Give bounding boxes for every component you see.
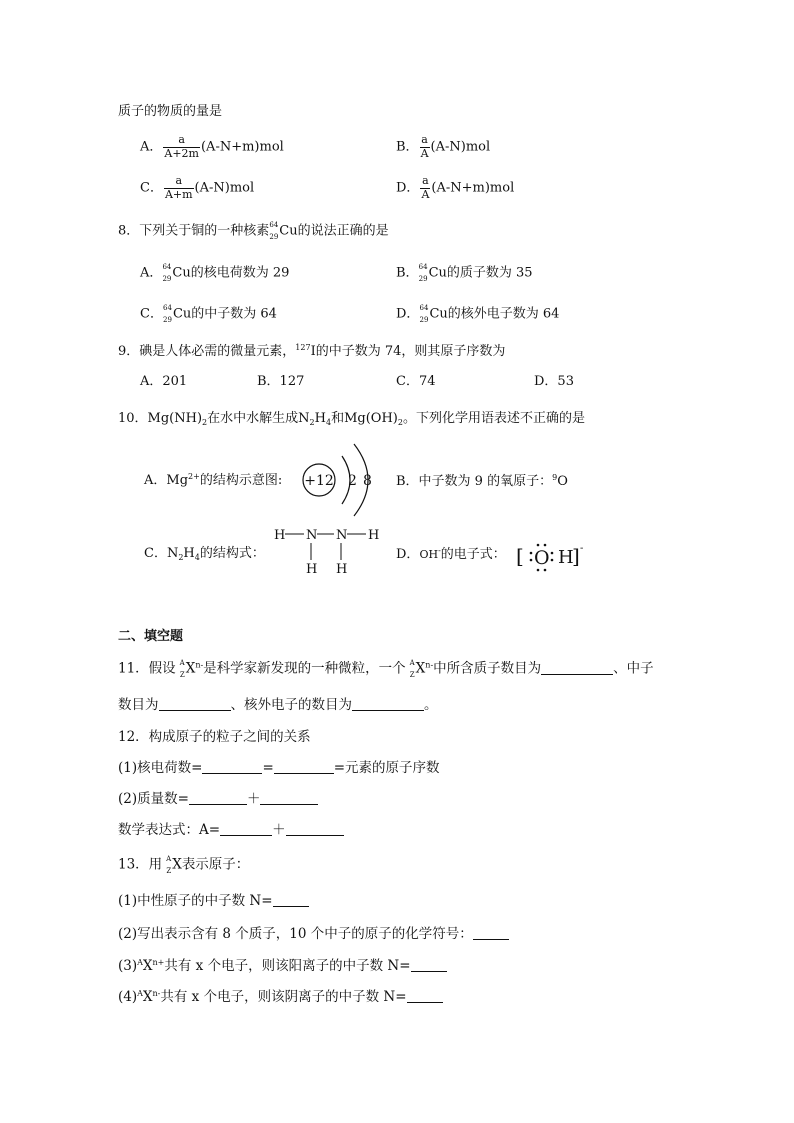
q13-stem: 13．用 A Z X表示原子：	[118, 855, 250, 875]
q11-line-2: 数目为 、核外电子的数目为 。	[118, 697, 438, 713]
oh-electron-formula	[514, 538, 594, 574]
q10-stem: 10．$Mg(NH)_2$在水中水解生成$N_2H_4$和$Mg(OH)_2$。下列化学用语表述不正确的是	[118, 411, 585, 427]
q9-option-a[interactable]: A．201	[140, 374, 188, 389]
answer-blank[interactable]	[202, 761, 262, 774]
answer-blank[interactable]	[274, 761, 334, 774]
q9-stem: 9．碘是人体必需的微量元素，$^{127}$I的中子数为 74，则其原子序数为	[118, 343, 506, 359]
q7-option-c[interactable]: C． $\frac{a}{A+m}$ (A-N)mol	[140, 174, 255, 201]
answer-blank[interactable]	[260, 792, 318, 805]
nucleus-charge: +12	[304, 473, 334, 489]
electron-dot	[537, 569, 540, 572]
q9-option-d[interactable]: D．53	[534, 374, 574, 389]
q7-stem-tail: 质子的物质的量是	[118, 104, 223, 119]
shell-1-electrons: 2	[348, 473, 357, 489]
q8-option-b[interactable]: B． 64 29 Cu的质子数为 35	[396, 263, 533, 283]
svg-text:H: H	[306, 562, 318, 577]
q8-stem: 8．下列关于铜的一种核素 64 29 Cu的说法正确的是	[118, 221, 389, 241]
q12-line-2: (2)质量数= ＋	[118, 791, 318, 807]
electron-dot	[530, 559, 533, 562]
atom-symbol: A Z	[166, 855, 172, 875]
shell-2-electrons: 8	[363, 473, 372, 489]
answer-blank[interactable]	[541, 662, 613, 675]
q12-line-3: 数学表达式：A= ＋	[118, 822, 344, 838]
q10-option-c[interactable]: C．$N_2H_4$的结构式：	[144, 546, 265, 562]
svg-text:O: O	[534, 547, 550, 569]
electron-dot	[551, 559, 554, 562]
answer-blank[interactable]	[273, 894, 309, 907]
svg-text:H: H	[368, 528, 380, 543]
answer-blank[interactable]	[352, 698, 424, 711]
q8-option-a[interactable]: A． 64 29 Cu的核电荷数为 29	[140, 263, 290, 283]
q7-option-d[interactable]: D． $\frac{a}{A}$ (A-N+m)mol	[396, 174, 515, 201]
q12-stem: 12．构成原子的粒子之间的关系	[118, 729, 311, 745]
electron-dot	[544, 569, 547, 572]
answer-blank[interactable]	[411, 959, 447, 972]
q9-option-b[interactable]: B．127	[257, 374, 305, 389]
svg-text:H: H	[336, 562, 348, 577]
q13-line-2: (2)写出表示含有 8 个质子，10 个中子的原子的化学符号：	[118, 926, 509, 942]
answer-blank[interactable]	[159, 698, 231, 711]
electron-dot	[537, 544, 540, 547]
q10-option-a[interactable]: A．$Mg^{2+}$的结构示意图:	[144, 472, 283, 488]
section-heading: 二、填空题	[118, 629, 184, 644]
fraction: $\frac{a}{A}$	[421, 174, 430, 201]
n2h4-structural-formula	[268, 522, 388, 578]
svg-text:N: N	[336, 528, 348, 543]
q13-line-4: $(4)^AX^{n-}$共有 x 个电子，则该阴离子的中子数 N=	[118, 989, 443, 1005]
q9-option-c[interactable]: C．74	[396, 374, 436, 389]
answer-blank[interactable]	[286, 823, 344, 836]
svg-text:]: ]	[572, 544, 580, 568]
nuclide-symbol: 64 29	[269, 221, 279, 241]
q8-option-d[interactable]: D． 64 29 Cu的核外电子数为 64	[396, 304, 560, 324]
q13-line-3: $(3)^AX^{n+}$共有 x 个电子，则该阳离子的中子数 N=	[118, 958, 447, 974]
q12-line-1: (1)核电荷数= = =元素的原子序数	[118, 760, 440, 776]
particle-symbol: A Z	[179, 659, 185, 679]
answer-blank[interactable]	[189, 792, 247, 805]
q13-line-1: (1)中性原子的中子数 N=	[118, 893, 309, 909]
q7-option-b[interactable]: B． $\frac{a}{A}$ (A-N)mol	[396, 133, 491, 160]
q11-line-1: 11．假设 A Z $X^{n-}$是科学家新发现的一种微粒，一个 A Z $X^{n-}$中所含质子数目为 、中子	[118, 659, 654, 679]
svg-text:H: H	[558, 547, 574, 568]
q8-option-c[interactable]: C． 64 29 Cu的中子数为 64	[140, 304, 277, 324]
svg-text:-: -	[580, 543, 584, 554]
answer-blank[interactable]	[407, 990, 443, 1003]
q10-option-d[interactable]: D．OH-的电子式：	[396, 546, 506, 562]
electron-dot	[544, 544, 547, 547]
fraction: $\frac{a}{A}$	[420, 133, 429, 160]
electron-dot	[530, 552, 533, 555]
mg-ion-structure-diagram	[298, 440, 388, 520]
answer-blank[interactable]	[473, 927, 509, 940]
electron-dot	[551, 552, 554, 555]
svg-text:N: N	[306, 528, 318, 543]
svg-text:[: [	[516, 544, 524, 568]
q7-option-a[interactable]: A． $\frac{a}{A+2m}$ (A-N+m)mol	[140, 133, 284, 160]
svg-text:H: H	[274, 528, 286, 543]
q10-option-b[interactable]: B．中子数为 9 的氧原子：$^9$O	[396, 473, 568, 489]
fraction: $\frac{a}{A+2m}$	[164, 133, 199, 160]
answer-blank[interactable]	[220, 823, 272, 836]
fraction: $\frac{a}{A+m}$	[164, 174, 193, 201]
